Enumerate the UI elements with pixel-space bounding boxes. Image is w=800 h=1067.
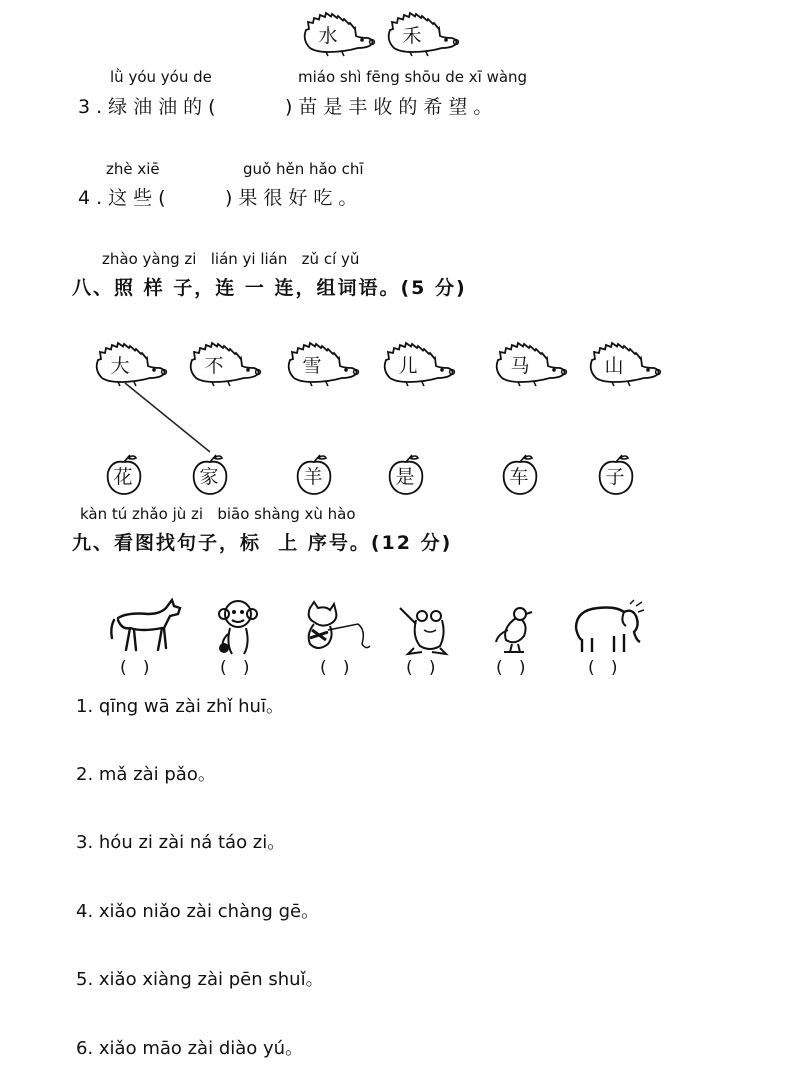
hedgehog-character: 马 — [510, 355, 530, 377]
q4-text-a: 4.这些( — [78, 187, 172, 209]
hedgehog-character: 山 — [604, 355, 624, 377]
hedgehog-character: 水 — [318, 25, 338, 47]
sentence-item: 1. qīng wā zài zhǐ huī。 — [76, 696, 284, 717]
answer-paren[interactable]: ( ) — [406, 658, 436, 678]
apple-card[interactable] — [386, 454, 426, 494]
q3-pinyin-a: lǜ yóu yóu de — [110, 68, 212, 86]
apple-card[interactable] — [596, 454, 636, 494]
horse-icon — [108, 598, 186, 656]
apple-card[interactable] — [104, 454, 144, 494]
sentence-item: 5. xiǎo xiàng zài pēn shuǐ。 — [76, 969, 324, 990]
apple-character: 是 — [395, 466, 415, 488]
hedgehog-character: 大 — [110, 355, 130, 377]
apple-card[interactable] — [500, 454, 540, 494]
cat-icon — [296, 600, 376, 656]
hedgehog-character: 禾 — [402, 25, 422, 47]
sentence-item: 6. xiǎo māo zài diào yú。 — [76, 1038, 304, 1059]
apple-character: 子 — [605, 466, 625, 488]
section8-title: 八、照 样 子，连 一 连，组词语。(5 分) — [72, 277, 467, 299]
sentence-item: 4. xiǎo niǎo zài chàng gē。 — [76, 901, 320, 922]
apple-character: 家 — [199, 466, 219, 488]
q3-text-b: )苗是丰收的希望。 — [285, 96, 499, 118]
apple-card[interactable] — [190, 454, 230, 494]
apple-character: 车 — [509, 466, 529, 488]
answer-paren[interactable]: ( ) — [588, 658, 618, 678]
hedgehog-character: 雪 — [302, 355, 322, 377]
q3-pinyin-b: miáo shì fēng shōu de xī wàng — [298, 68, 528, 86]
apple-character: 花 — [113, 466, 133, 488]
elephant-icon — [570, 598, 646, 656]
answer-paren[interactable]: ( ) — [320, 658, 350, 678]
answer-paren[interactable]: ( ) — [496, 658, 526, 678]
apple-character: 羊 — [303, 466, 323, 488]
answer-paren[interactable]: ( ) — [120, 658, 150, 678]
q4-pinyin-b: guǒ hěn hǎo chī — [243, 160, 364, 178]
hedgehog-character: 儿 — [398, 355, 418, 377]
q4-pinyin-a: zhè xiē — [106, 160, 160, 178]
section9-pinyin: kàn tú zhǎo jù zi biāo shàng xù hào — [80, 505, 356, 523]
q4-text-b: )果很好吃。 — [225, 187, 364, 209]
answer-paren[interactable]: ( ) — [220, 658, 250, 678]
sentence-item: 3. hóu zi zài ná táo zi。 — [76, 832, 286, 853]
sentence-item: 2. mǎ zài pǎo。 — [76, 764, 216, 785]
bird-icon — [494, 604, 538, 656]
section8-pinyin: zhào yàng zi lián yi lián zǔ cí yǔ — [102, 250, 360, 268]
q3-text-a: 3.绿油油的( — [78, 96, 222, 118]
monkey-icon — [212, 598, 264, 658]
section9-title: 九、看图找句子，标 上 序号。(12 分) — [72, 532, 453, 554]
example-connect-line — [125, 383, 210, 452]
frog-icon — [396, 604, 452, 656]
hedgehog-character: 不 — [204, 355, 224, 377]
apple-card[interactable] — [294, 454, 334, 494]
